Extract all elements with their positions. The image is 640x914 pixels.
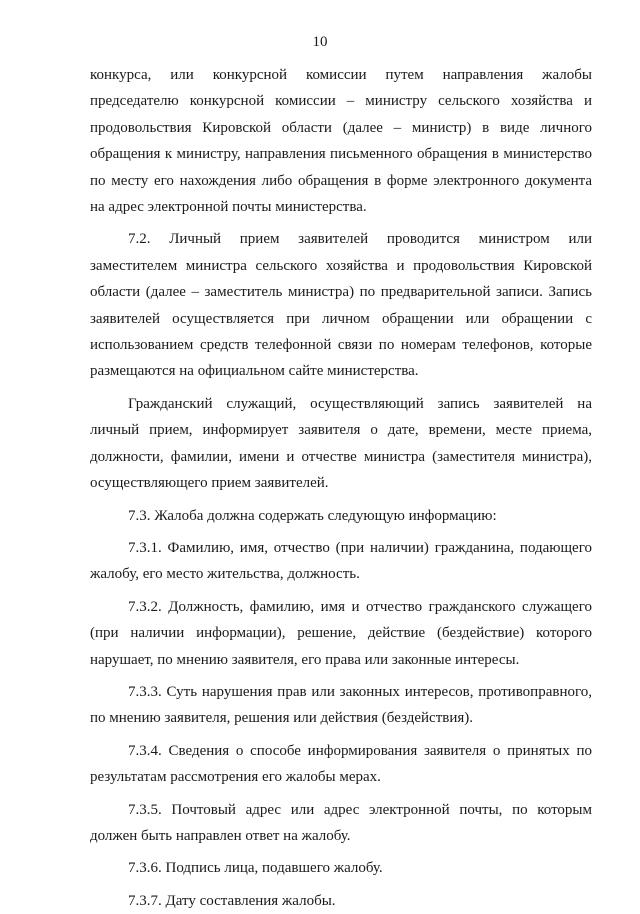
paragraph-7-3-4: 7.3.4. Сведения о способе информирования заявителя о принятых по результатам рассмотрения его жалобы мерах. [90, 742, 592, 786]
paragraph-7-3-3: 7.3.3. Суть нарушения прав или законных интересов, противоправного, по мнению заявителя, решения или действия (бездействия). [90, 683, 592, 727]
paragraph-7-3-1: 7.3.1. Фамилию, имя, отчество (при наличии) гражданина, подающего жалобу, его место жительства, должность. [90, 539, 592, 583]
paragraph-civil-servant: Гражданский служащий, осуществляющий запись заявителей на личный прием, информирует заявителя о дате, времени, месте приема, должности, фамилии, имени и отчестве министра (заместителя министра), осуществляющего прием заявителей. [90, 395, 592, 492]
paragraph-7-3: 7.3. Жалоба должна содержать следующую информацию: [128, 507, 497, 524]
document-body [90, 62, 592, 914]
paragraph-7-3-6: 7.3.6. Подпись лица, подавшего жалобу. [128, 860, 383, 877]
page-number: 10 [312, 34, 328, 50]
paragraph-continuation: конкурса, или конкурсной комиссии путем направления жалобы председателю конкурсной комиссии – министру сельского хозяйства и продовольствия Кировской области (далее – министр) в виде личного обращения к министру, направления письменного обращения в министерство по месту его нахождения либо обращения в форме электронного документа на адрес электронной почты министерства. [90, 67, 592, 216]
paragraph-7-3-2: 7.3.2. Должность, фамилию, имя и отчество гражданского служащего (при наличии информации), решение, действие (бездействие) которого нарушает, по мнению заявителя, его права или законные интересы. [90, 598, 592, 668]
paragraph-7-2: 7.2. Личный прием заявителей проводится министром или заместителем министра сельского хозяйства и продовольствия Кировской области (далее – заместитель министра) по предварительной записи. Запись заявителей осуществляется при личном обращении или обращении с использованием средств телефонной связи по номерам телефонов, которые размещаются на официальном сайте министерства. [90, 231, 592, 380]
paragraph-7-3-5: 7.3.5. Почтовый адрес или адрес электронной почты, по которым должен быть направлен ответ на жалобу. [90, 801, 592, 844]
paragraph-7-3-7: 7.3.7. Дату составления жалобы. [128, 892, 336, 909]
